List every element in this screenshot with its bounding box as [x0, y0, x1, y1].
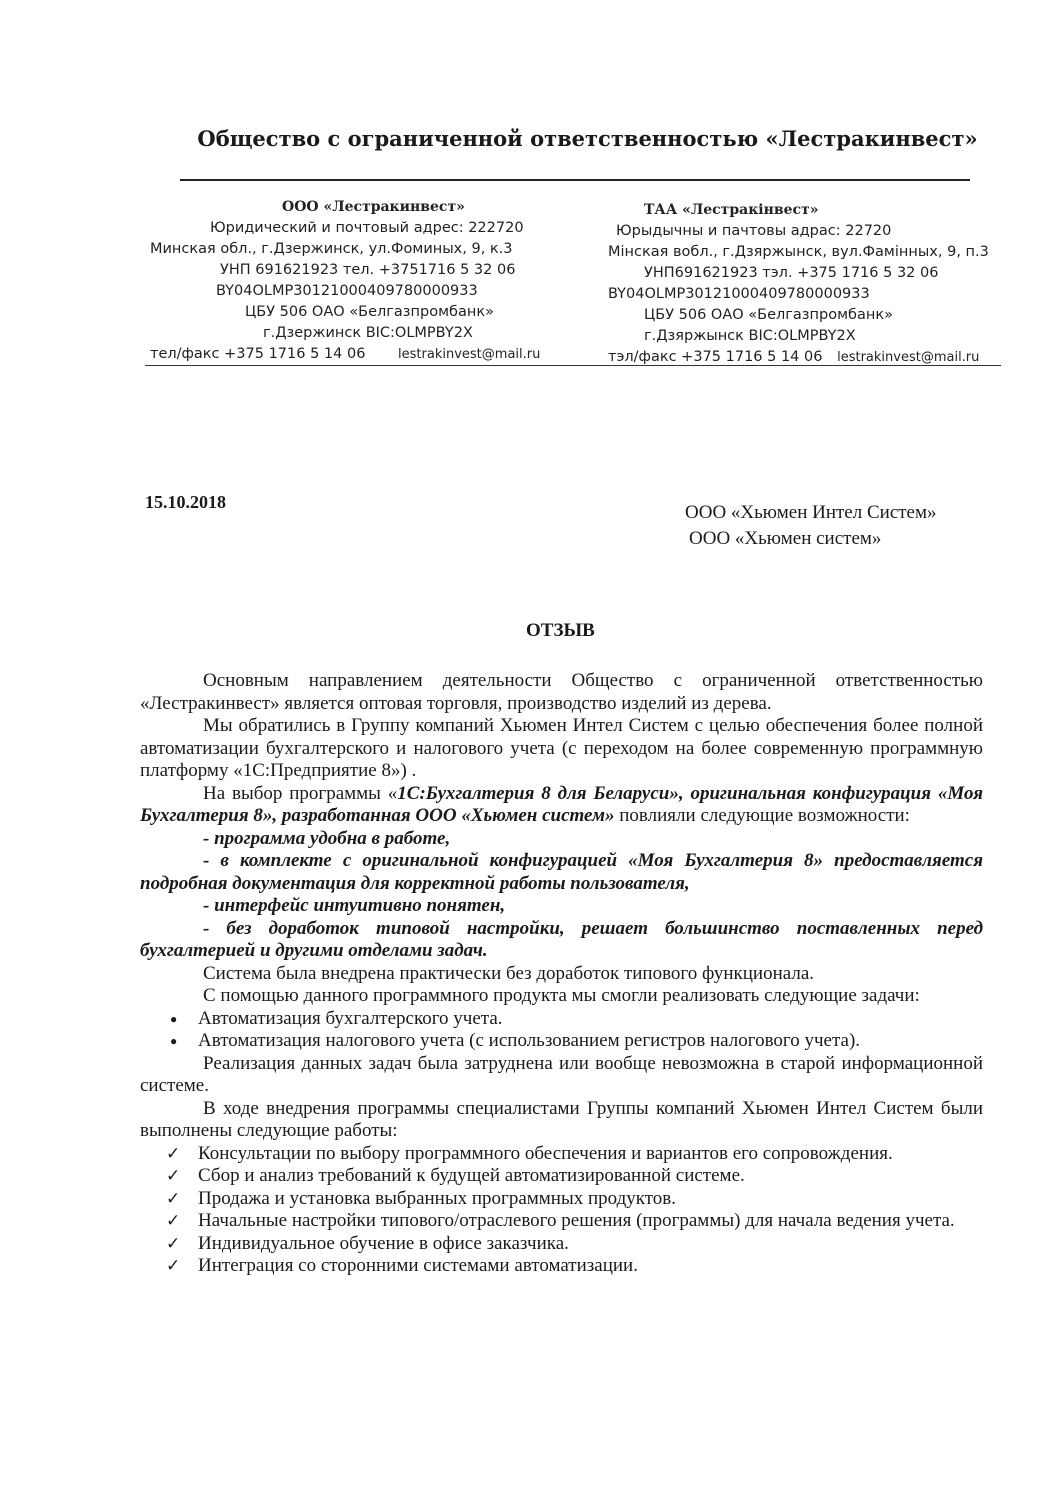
email-ru: lestrakinvest@mail.ru: [398, 347, 541, 362]
check-icon: ✓: [166, 1233, 181, 1254]
work-text: Продажа и установка выбранных программных продуктов.: [198, 1187, 677, 1209]
list-item: ● Автоматизация бухгалтерского учета.: [140, 1008, 983, 1031]
work-text: Интеграция со сторонними системами автоматизации.: [198, 1255, 638, 1276]
paragraph-works-intro: В ходе внедрения программы специалистами Группы компаний Хьюмен Интел Систем были выполнены следующие работы:: [140, 1097, 983, 1141]
company-name-by: ТАА «Лестракінвест»: [644, 202, 819, 218]
check-icon: ✓: [166, 1143, 181, 1164]
bic-by: г.Дзяржынск BIC:OLMPBY2X: [644, 328, 856, 344]
address-by: Мінская вобл., г.Дзяржынск, вул.Фамінных, 9, п.3: [608, 244, 989, 260]
letter-heading: ОТЗЫВ: [526, 620, 595, 641]
paragraph-tasks-intro: С помощью данного программного продукта мы смогли реализовать следующие задачи:: [203, 985, 920, 1006]
letterhead-right: [608, 200, 1028, 368]
tasks-list: [140, 1008, 983, 1053]
paragraph-choice: [140, 783, 983, 828]
works-list: [140, 1143, 983, 1278]
recipient-2: ООО «Хьюмен систем»: [689, 528, 882, 549]
paragraph-system: Система была внедрена практически без доработок типового функционала.: [203, 962, 814, 984]
recipients: [685, 500, 937, 552]
recipient-1: ООО «Хьюмен Интел Систем»: [685, 502, 937, 523]
check-icon: ✓: [166, 1256, 181, 1276]
feature-2: - в комплекте с оригинальной конфигурацией «Моя Бухгалтерия 8» предоставляется подробная документация для корректной работы пользователя,: [140, 850, 983, 894]
address-label-ru: Юридический и почтовый адрес: 222720: [210, 220, 524, 236]
choice-tail: повлияли следующие возможности:: [614, 805, 910, 826]
list-item: [140, 1233, 983, 1256]
email-by: lestrakinvest@mail.ru: [837, 350, 980, 365]
letterhead-left: [150, 197, 570, 365]
unp-tel-by: УНП691621923 тэл. +375 1716 5 32 06: [644, 265, 939, 281]
list-item: [140, 1165, 983, 1188]
check-icon: ✓: [166, 1188, 181, 1209]
unp-tel-ru: УНП 691621923 тел. +3751716 5 32 06: [220, 262, 516, 278]
account-ru: BY04OLMP30121000409780000933: [216, 283, 478, 299]
fax-by: тэл/факс +375 1716 5 14 06: [608, 349, 823, 365]
feature-1: - программа удобна в работе,: [203, 827, 451, 849]
letterhead-divider: [145, 365, 1001, 366]
bank-by: ЦБУ 506 ОАО «Белгазпромбанк»: [644, 307, 893, 323]
account-by: BY04OLMP30121000409780000933: [608, 286, 870, 302]
work-text: Консультации по выбору программного обеспечения и вариантов его сопровождения.: [198, 1142, 893, 1164]
address-label-by: Юрыдычны и пачтовы адрас: 22720: [616, 223, 892, 239]
address-ru: Минская обл., г.Дзержинск, ул.Фоминых, 9, к.3: [150, 241, 513, 257]
check-icon: ✓: [166, 1211, 181, 1231]
list-item: [140, 1210, 983, 1233]
bank-ru: ЦБУ 506 ОАО «Белгазпромбанк»: [245, 304, 494, 320]
choice-product: 1С:Бухгалтерия 8 для Беларуси», оригинальная конфигурация «Моя Бухгалтерия 8», разработанная ООО «Хьюмен систем»: [140, 782, 983, 826]
feature-3: - интерфейс интуитивно понятен,: [203, 895, 506, 916]
company-title: Общество с ограниченной ответственностью «Лестракинвест»: [197, 126, 978, 151]
company-name-ru: ООО «Лестракинвест»: [282, 199, 465, 215]
work-text: Начальные настройки типового/отраслевого решения (программы) для начала ведения учета.: [198, 1210, 955, 1231]
choice-lead: На выбор программы «: [203, 782, 398, 804]
letter-body: [140, 670, 983, 1278]
paragraph-goal: Мы обратились в Группу компаний Хьюмен Интел Систем с целью обеспечения более полной автоматизации бухгалтерского и налогового учета (с переходом на более современную программную платформу «1С:Предприятие 8») .: [140, 715, 983, 781]
list-item: [140, 1143, 983, 1166]
list-item: [140, 1255, 983, 1278]
title-divider: [180, 179, 970, 181]
paragraph-intro: Основным направлением деятельности Общество с ограниченной ответственностью «Лестракинвест» является оптовая торговля, производство изделий из дерева.: [140, 670, 983, 714]
fax-email-ru: [150, 344, 570, 365]
bic-ru: г.Дзержинск BIC:OLMPBY2X: [263, 325, 473, 341]
feature-4: - без доработок типовой настройки, решает большинство поставленных перед бухгалтерией и другими отделами задач.: [140, 917, 983, 961]
work-text: Сбор и анализ требований к будущей автоматизированной системе.: [198, 1165, 745, 1186]
fax-ru: тел/факс +375 1716 5 14 06: [150, 346, 366, 362]
check-icon: ✓: [166, 1166, 181, 1186]
list-item: ● Автоматизация налогового учета (с использованием регистров налогового учета).: [140, 1030, 983, 1053]
letter-date: 15.10.2018: [145, 492, 226, 512]
work-text: Индивидуальное обучение в офисе заказчика.: [198, 1232, 569, 1254]
paragraph-difficulty: Реализация данных задач была затруднена или вообще невозможна в старой информационной системе.: [140, 1052, 983, 1096]
list-item: [140, 1188, 983, 1211]
